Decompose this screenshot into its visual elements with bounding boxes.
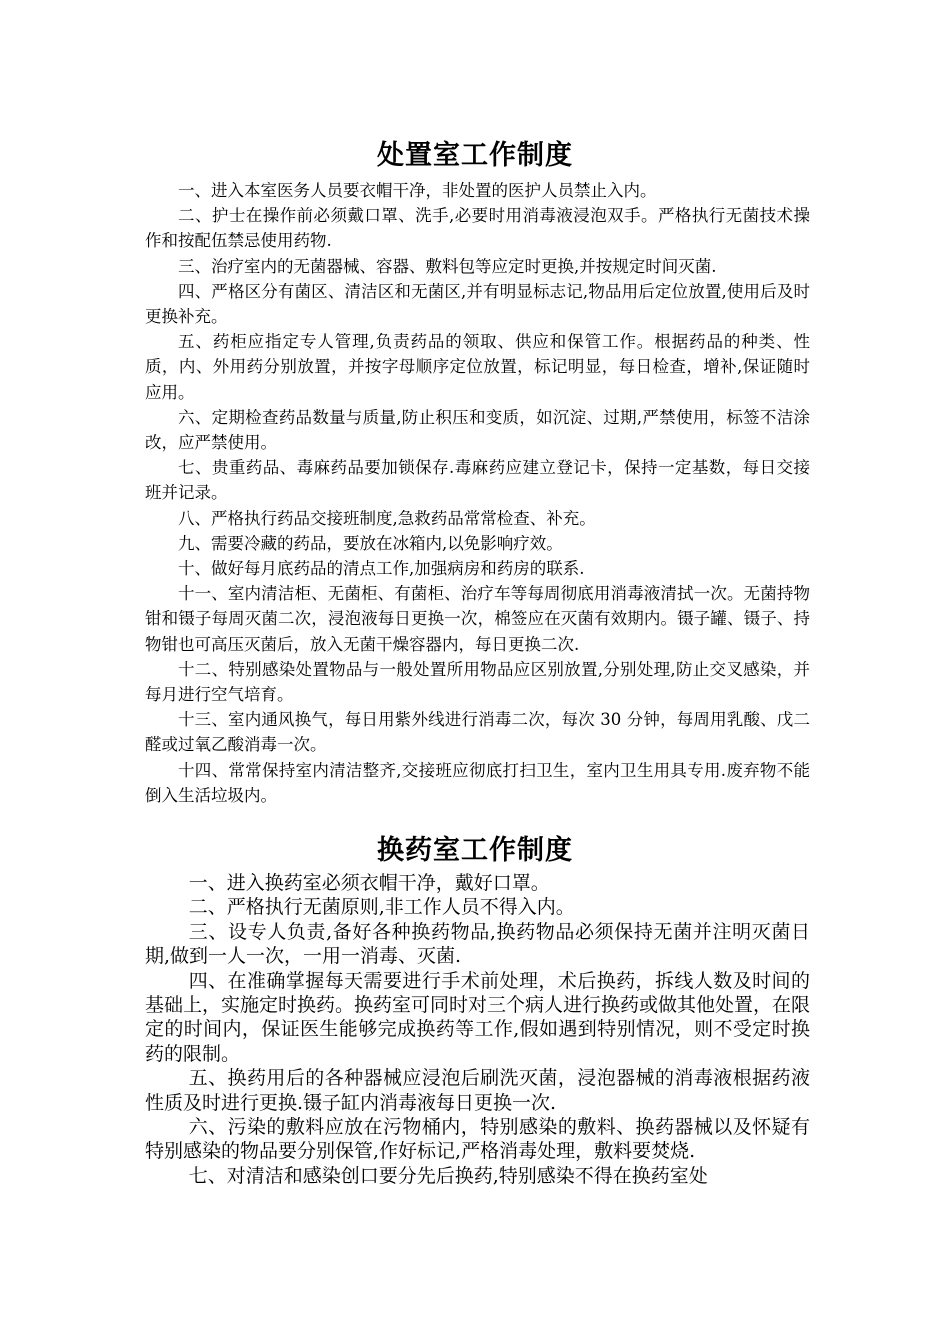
section-title-dressing-room: 换药室工作制度: [377, 835, 573, 866]
rule-paragraph: 八、严格执行药品交接班制度,急救药品常常检查、补充。: [178, 508, 596, 528]
rule-paragraph: 五、换药用后的各种器械应浸泡后刷洗灭菌，浸泡器械的消毒液根据药液性质及时进行更换.镊子缸内消毒液每日更换一次.: [145, 1067, 810, 1114]
rule-paragraph: 一、进入换药室必须衣帽干净，戴好口罩。: [188, 872, 550, 894]
rule-paragraph: 四、严格区分有菌区、清洁区和无菌区,并有明显标志记,物品用后定位放置,使用后及时更换补充。: [145, 281, 810, 327]
dressing-room-rules: [145, 871, 810, 1188]
rule-paragraph: 六、污染的敷料应放在污物桶内，特别感染的敷料、换药器械以及怀疑有特别感染的物品要分别保管,作好标记,严格消毒处理，敷料要焚烧.: [145, 1116, 810, 1163]
rule-paragraph: 七、贵重药品、毒麻药品要加锁保存.毒麻药应建立登记卡，保持一定基数，每日交接班并记录。: [145, 458, 810, 503]
treatment-room-rules: [145, 178, 810, 808]
rule-paragraph: 三、治疗室内的无菌器械、容器、敷料包等应定时更换,并按规定时间灭菌.: [178, 256, 717, 276]
rule-paragraph: 七、对清洁和感染创口要分先后换药,特别感染不得在换药室处: [188, 1164, 708, 1187]
rule-paragraph: 十四、常常保持室内清洁整齐,交接班应彻底打扫卫生，室内卫生用具专用.废弃物不能倒入生活垃圾内。: [145, 760, 810, 805]
rule-paragraph: 二、护士在操作前必须戴口罩、洗手,必要时用消毒液浸泡双手。严格执行无菌技术操作和按配伍禁忌使用药物.: [145, 206, 810, 251]
rule-paragraph: 十三、室内通风换气，每日用紫外线进行消毒二次，每次 30 分钟，每周用乳酸、戊二醛或过氧乙酸消毒一次。: [145, 710, 810, 755]
section-title-treatment-room: 处置室工作制度: [377, 140, 573, 171]
rule-paragraph: 四、在准确掌握每天需要进行手术前处理，术后换药，拆线人数及时间的基础上，实施定时换药。换药室可同时对三个病人进行换药或做其他处置，在限定的时间内，保证医生能够完成换药等工作,假如遇到特别情况，则不受定时换药的限制。: [145, 969, 811, 1065]
rule-paragraph: 十一、室内清洁柜、无菌柜、有菌柜、治疗车等每周彻底用消毒液清拭一次。无菌持物钳和镊子每周灭菌二次，浸泡液每日更换一次，棉签应在灭菌有效期内。镊子罐、镊子、持物钳也可高压灭菌后，放入无菌干燥容器内，每日更换二次.: [145, 584, 810, 654]
rule-paragraph: 一、进入本室医务人员要衣帽干净，非处置的医护人员禁止入内。: [178, 181, 657, 200]
rule-paragraph: 六、定期检查药品数量与质量,防止积压和变质，如沉淀、过期,严禁使用，标签不洁涂改，应严禁使用。: [145, 407, 810, 453]
rule-paragraph: 五、药柜应指定专人管理,负责药品的领取、供应和保管工作。根据药品的种类、性质，内、外用药分别放置，并按字母顺序定位放置，标记明显，每日检查，增补,保证随时应用。: [145, 332, 810, 402]
rule-paragraph: 九、需要冷藏的药品，要放在冰箱内,以免影响疗效。: [178, 533, 563, 553]
rule-paragraph: 二、严格执行无菌原则,非工作人员不得入内。: [188, 896, 575, 919]
rule-paragraph: 三、设专人负责,备好各种换药物品,换药物品必须保持无菌并注明灭菌日期,做到一人一次，一用一消毒、灭菌.: [145, 920, 810, 968]
rule-paragraph: 十二、特别感染处置物品与一般处置所用物品应区别放置,分别处理,防止交叉感染，并每月进行空气培育。: [145, 659, 810, 705]
rule-paragraph: 十、做好每月底药品的清点工作,加强病房和药房的联系.: [178, 559, 585, 579]
